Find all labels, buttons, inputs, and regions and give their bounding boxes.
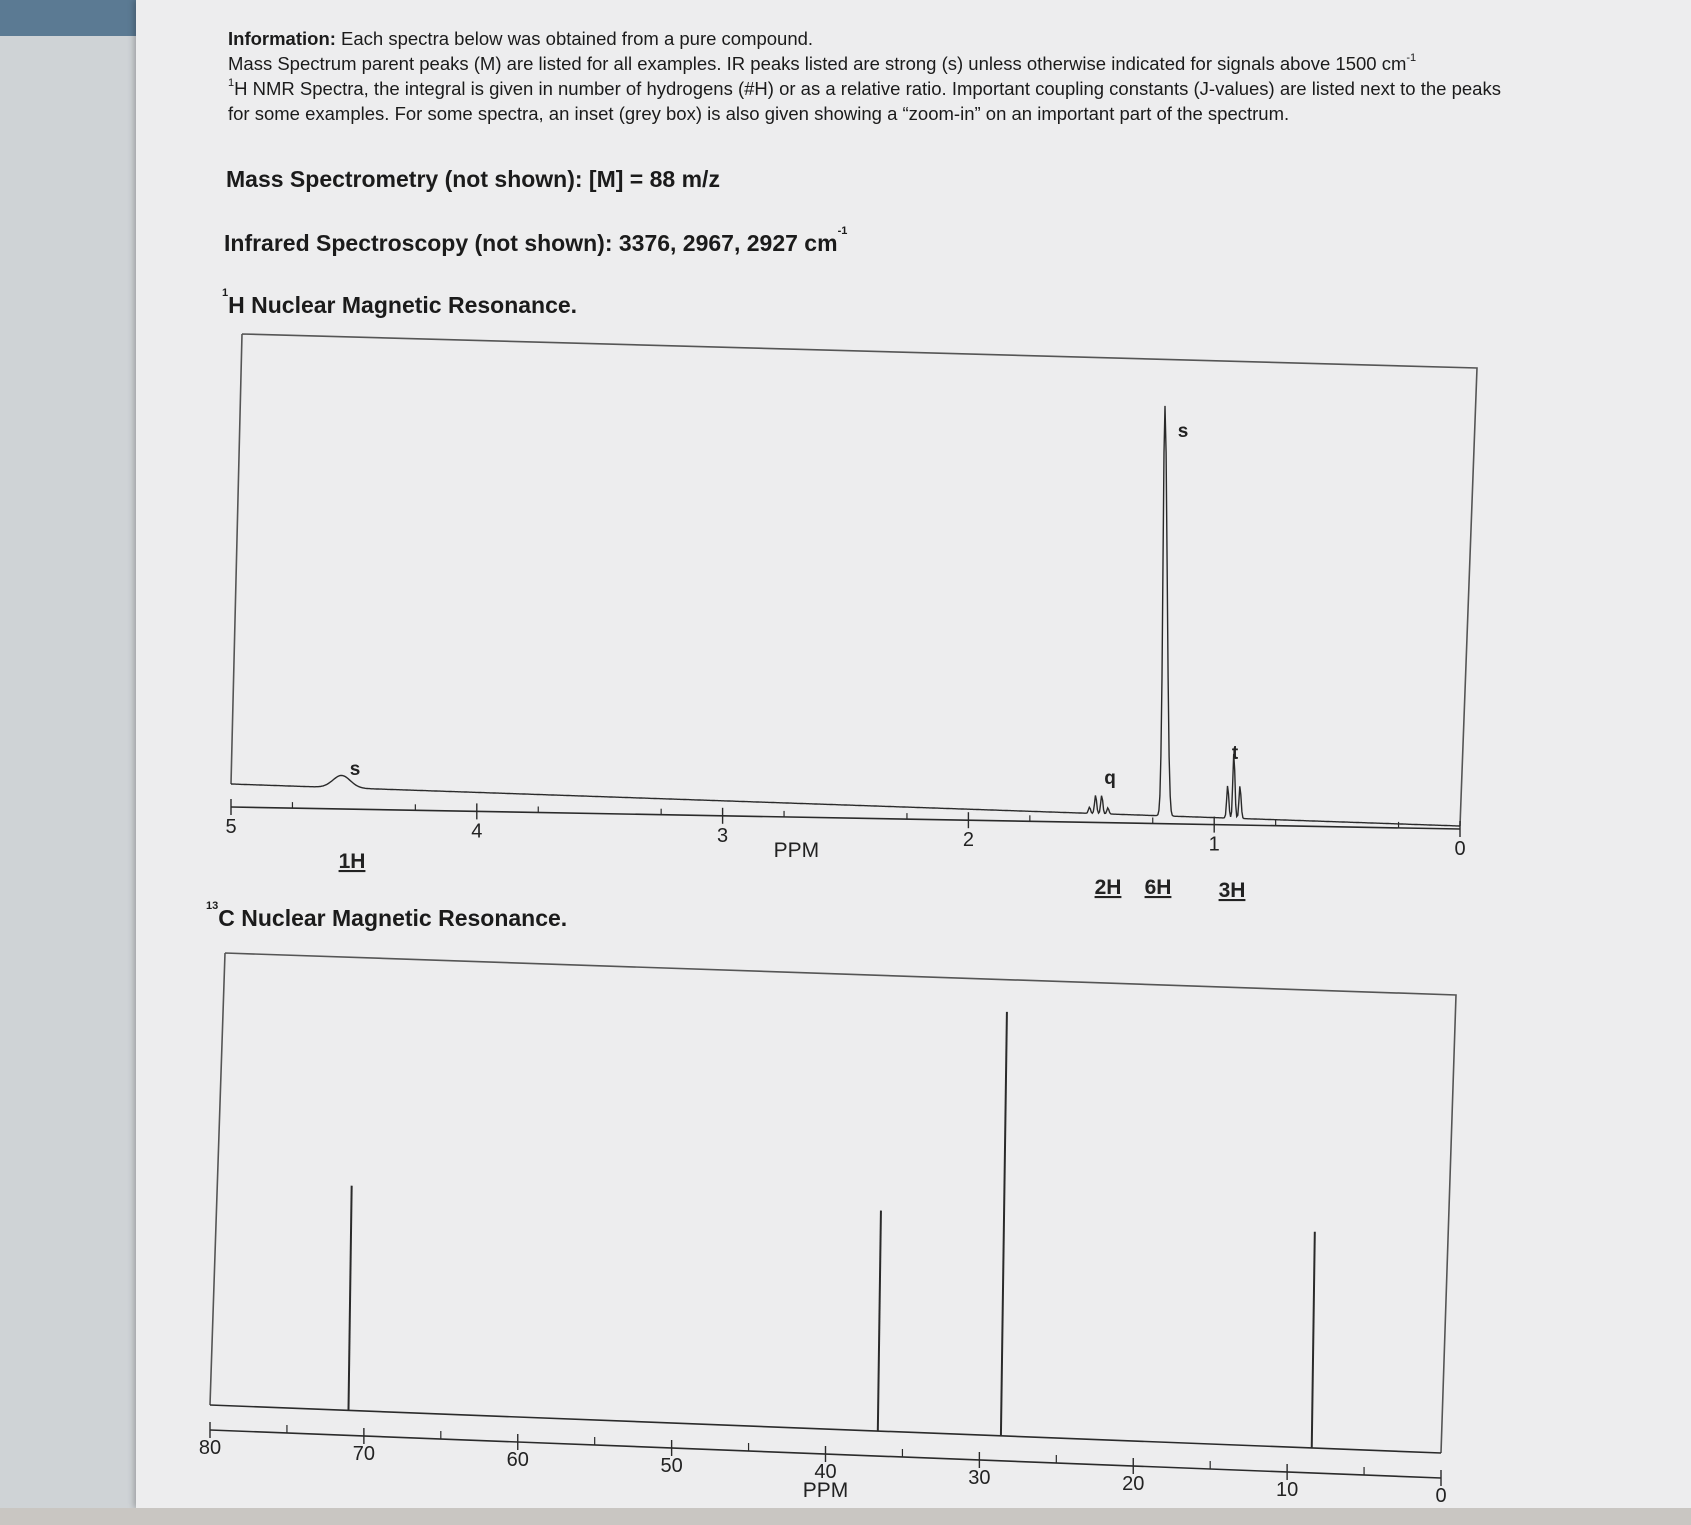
- cnmr-peak-3: [1001, 1012, 1007, 1436]
- cnmr-peak-2: [878, 1211, 881, 1431]
- cnmr-tick-label-0: 0: [1435, 1485, 1447, 1507]
- cnmr-peak-1: [348, 1186, 351, 1411]
- hnmr-tick-label-1: 1: [1208, 833, 1220, 856]
- hnmr-title-sup: 1: [222, 287, 229, 299]
- hnmr-tick-label-2: 2: [962, 829, 974, 852]
- mass-spec-text: Mass Spectrometry (not shown): [M] = 88 m/z: [226, 166, 720, 192]
- cnmr-peak-4: [1312, 1232, 1315, 1448]
- cnmr-title-sup: 13: [206, 900, 219, 912]
- cnmr-tick-label-10: 10: [1276, 1479, 1299, 1501]
- info-line-3-sup: 1: [228, 77, 235, 89]
- cnmr-tick-label-20: 20: [1122, 1473, 1145, 1495]
- info-label: Information:: [228, 28, 336, 49]
- cnmr-title-text: C Nuclear Magnetic Resonance.: [218, 905, 568, 931]
- hnmr-multiplicity-t: t: [1231, 743, 1239, 764]
- hnmr-multiplicity-q: q: [1104, 768, 1116, 789]
- cnmr-tick-label-70: 70: [352, 1443, 375, 1465]
- cnmr-tick-label-60: 60: [506, 1449, 529, 1471]
- cnmr-frame: [210, 953, 1456, 1453]
- info-line-1: Each spectra below was obtained from a pure compound.: [341, 28, 814, 49]
- hnmr-multiplicity-s: s: [1177, 421, 1189, 442]
- cnmr-tick-label-80: 80: [198, 1437, 222, 1459]
- hnmr-multiplicity-s: s: [349, 759, 361, 780]
- info-line-3: H NMR Spectra, the integral is given in number of hydrogens (#H) or as a relative ratio. Important coupling constants (J-values) are listed next to the peaks for some examples. For some spectra, an inset (grey box) is also given showing a “zoom-in” on an important part of the spectrum.: [228, 78, 1501, 124]
- cnmr-tick-label-30: 30: [968, 1467, 991, 1489]
- cnmr-axis-label: PPM: [802, 1479, 849, 1502]
- hnmr-tick-label-5: 5: [225, 816, 237, 838]
- ir-text: Infrared Spectroscopy (not shown): 3376, 2967, 2927 cm: [224, 230, 838, 256]
- ir-sup: -1: [837, 225, 848, 237]
- hnmr-integral-6H: 6H: [1144, 876, 1172, 899]
- hnmr-axis-label: PPM: [773, 839, 820, 863]
- hnmr-title-text: H Nuclear Magnetic Resonance.: [228, 292, 578, 318]
- info-line-2: Mass Spectrum parent peaks (M) are listed for all examples. IR peaks listed are strong (s) unless otherwise indicated for signals above 1500 cm: [228, 53, 1407, 74]
- info-line-2-sup: -1: [1406, 52, 1417, 64]
- cnmr-baseline: [210, 1405, 1441, 1453]
- hnmr-frame: [231, 334, 1477, 826]
- cnmr-tick-label-40: 40: [814, 1461, 837, 1483]
- hnmr-spectrum-trace: [231, 406, 1460, 826]
- hnmr-tick-label-0: 0: [1454, 838, 1466, 860]
- cnmr-tick-label-50: 50: [660, 1455, 683, 1477]
- hnmr-integral-1H: 1H: [338, 850, 366, 873]
- hnmr-tick-label-4: 4: [471, 820, 483, 843]
- hnmr-tick-label-3: 3: [717, 824, 729, 847]
- hnmr-integral-3H: 3H: [1218, 879, 1246, 902]
- hnmr-integral-2H: 2H: [1094, 876, 1122, 899]
